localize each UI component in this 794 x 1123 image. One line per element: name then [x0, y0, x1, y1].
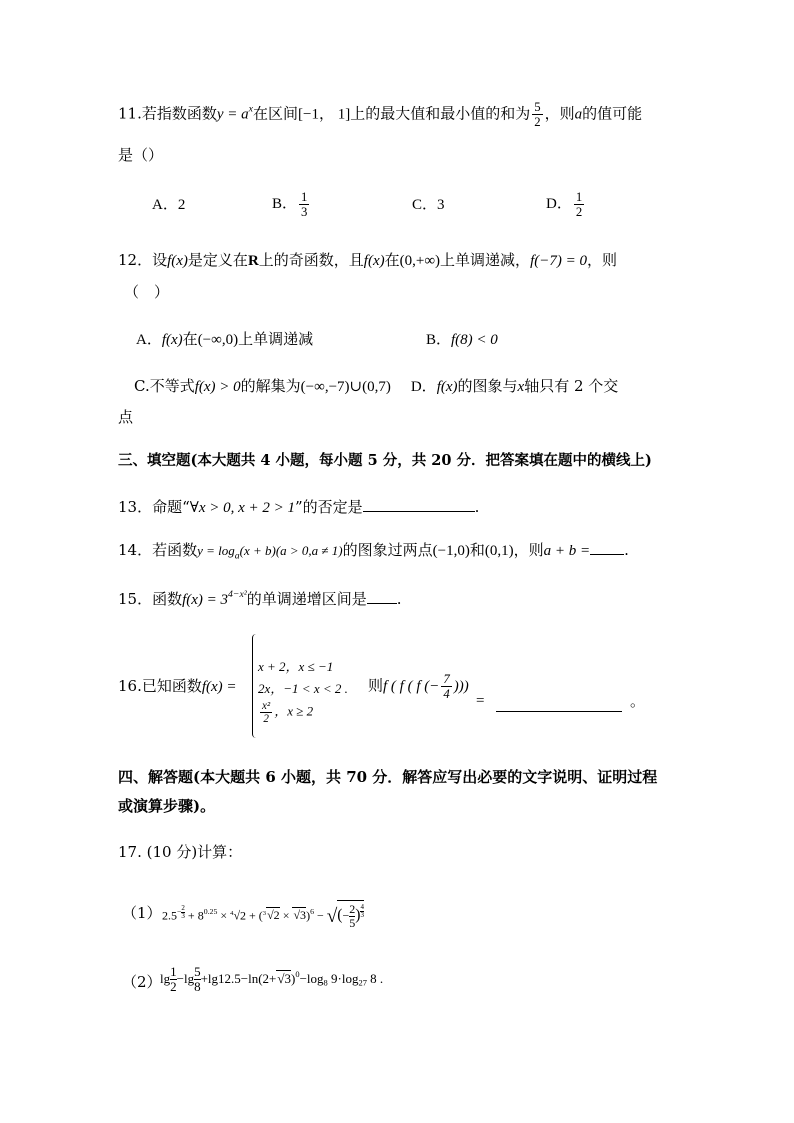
q14-text-a: 14．若函数 — [118, 541, 198, 559]
frac-num: 1 — [575, 190, 583, 204]
q12-opt-d-tail: 轴只有 2 个交 — [524, 377, 619, 395]
q12-opt-a-int: (−∞,0) — [197, 332, 239, 348]
q12-opt-c-mid: 的解集为 — [240, 377, 301, 395]
q11-line1 — [118, 100, 642, 129]
q14-expr2: (x + b)(a > 0,a ≠ 1) — [239, 543, 343, 558]
q11-opt-b-frac — [299, 190, 309, 219]
q16-piece-2: 2x，−1 < x < 2 . — [258, 681, 348, 696]
q11-text-e: 的值可能 — [582, 104, 643, 123]
q16-lead — [118, 677, 237, 696]
q17-stem: 17. (10 分)计算： — [118, 843, 243, 861]
q16-close: ))) — [453, 678, 469, 695]
q12-interval: (0,+∞) — [399, 253, 441, 269]
q12-opt-c-d — [134, 377, 618, 396]
q14-sub: a — [234, 550, 240, 562]
q14-text-c: ，则 — [513, 541, 544, 559]
opt-label: D． — [546, 195, 572, 212]
q12-paren: （ ） — [124, 283, 170, 301]
opt-label: B． — [426, 332, 452, 348]
q15-text-b: 的单调递增区间是 — [246, 590, 367, 608]
q11-opt-a: A．2 — [152, 197, 186, 213]
frac-den: 2 — [534, 115, 541, 130]
q12-cond: f(−7) = 0 — [530, 253, 587, 269]
q15-end: . — [396, 590, 402, 608]
section-4-heading-2: 或演算步骤)。 — [118, 797, 216, 815]
q11-text-b: 在区间 — [252, 104, 298, 123]
q11-text: 11.若指数函数 — [118, 104, 217, 123]
q13-expr: ∀x > 0, x + 2 > 1 — [189, 500, 295, 516]
q12-fx-2: f(x) — [363, 253, 385, 269]
q14-and: 和 — [469, 541, 485, 559]
q13-text-a: 13．命题“ — [118, 498, 190, 516]
q15-sup: 4−x² — [228, 589, 247, 601]
q14-p2: (0,1) — [484, 543, 514, 559]
q11-interval: [−1， 1] — [297, 106, 351, 123]
opt-label: B． — [272, 195, 298, 212]
q13-answer-blank[interactable] — [363, 510, 475, 512]
q12-text-d: 在 — [384, 251, 400, 269]
q11-line2: 是（） — [118, 146, 164, 164]
q12-opt-a-tail: 上单调递减 — [238, 330, 314, 348]
q11-opt-c: C．3 — [412, 197, 445, 213]
q11-expr: y = a — [216, 106, 249, 123]
q11-exp: x — [248, 103, 253, 115]
q17-part2-expr: lg $\frac{1}{2}$ −lg $\frac{5}{8}$ $+\lg 12.5-\ln(2+√3)^0-\log_8$ $9\cdot\log_{27}$ 8 . — [160, 964, 384, 995]
q12-fx: f(x) — [167, 253, 188, 269]
q11-opt-b — [272, 190, 311, 219]
q17-part1-label: （1） — [122, 904, 162, 922]
q16-eq: = — [476, 693, 485, 709]
frac-den: 4 — [443, 687, 450, 702]
q12-line1 — [118, 251, 617, 270]
frac-den: 2 — [263, 713, 269, 726]
frac-num: 5 — [534, 100, 541, 114]
q12-opt-c-set: (−∞,−7)∪(0,7) — [300, 379, 391, 395]
q12-opt-b — [426, 330, 498, 349]
q16-piece-3-tail: ，x ≥ 2 — [274, 703, 314, 719]
q12-opt-a-in: 在 — [182, 330, 198, 348]
q12-R: R — [247, 253, 259, 269]
q14 — [118, 541, 629, 560]
q12-text-f: ，则 — [586, 251, 617, 269]
q13-end: . — [474, 498, 480, 516]
q16-piece-1: x + 2，x ≤ −1 — [258, 659, 334, 674]
q14-text-b: 的图象过两点 — [342, 541, 433, 559]
q15-expr: f(x) = 3 — [182, 592, 229, 608]
q12-text-e: 上单调递减， — [440, 251, 531, 269]
q13 — [118, 498, 479, 517]
q12-opt-d-mid: 的图象与 — [457, 377, 518, 395]
q11-fraction — [532, 100, 542, 129]
q12-text-b: 是定义在 — [187, 251, 248, 269]
q14-end: . — [624, 541, 629, 559]
q15-answer-blank[interactable] — [367, 602, 397, 604]
q17-part1-expr: $2.5^{- \frac{2}{3}}$ + $8^{0.25} \times ^4√2 + (^3√2 \times √3)^6$ − √(− $\frac{2}{5}$ ) $^{\frac{4}{3}}$ — [162, 902, 364, 931]
q11-opt-d-frac — [574, 190, 584, 219]
q12-opt-d-x: x — [517, 379, 525, 395]
q16-text-a: 16.已知函数 — [118, 677, 202, 695]
q11-text-d: ，则 — [544, 104, 575, 123]
q16-frac — [441, 672, 451, 701]
q12-opt-d-cont: 点 — [118, 408, 134, 426]
q14-ab: a + b = — [543, 543, 591, 559]
q12-fx-3: f(x) — [161, 332, 183, 348]
q16-expr: f(x) = — [201, 679, 237, 695]
q16-end: 。 — [630, 692, 646, 710]
frac-den: 2 — [575, 205, 583, 220]
q15 — [118, 590, 402, 609]
opt-label-d: D． — [410, 379, 437, 395]
opt-label: A． — [136, 332, 162, 348]
frac-num: 7 — [443, 672, 450, 686]
frac-num: x² — [262, 700, 271, 712]
q16-answer-blank[interactable] — [496, 710, 622, 712]
q16-tail — [368, 672, 469, 701]
q16-piece-3-frac — [260, 700, 272, 725]
q12-fx-4: f(x) — [436, 379, 458, 395]
q17-part2-label: （2） — [122, 973, 162, 991]
q16-ff: f ( f ( f (− — [383, 678, 440, 695]
q14-p1: (−1,0) — [432, 543, 470, 559]
q16-piece-3 — [258, 700, 313, 725]
q12-opt-c-expr: f(x) > 0 — [194, 379, 241, 395]
q11-opt-d — [546, 190, 586, 219]
q12-text-a: 12．设 — [118, 251, 168, 269]
q15-text-a: 15．函数 — [118, 590, 183, 608]
q12-opt-a — [136, 330, 313, 349]
frac-num: 1 — [301, 190, 308, 204]
section-4-heading-1: 四、解答题(本大题共 6 小题，共 70 分．解答应写出必要的文字说明、证明过程 — [118, 768, 658, 786]
q11-text-c: 上的最大值和最小值的和为 — [350, 104, 531, 123]
opt-label: C.不等式 — [134, 377, 195, 395]
q16-then: 则 — [368, 676, 384, 695]
frac-den: 3 — [301, 205, 308, 220]
q11-var: a — [574, 106, 583, 123]
q13-text-b: ”的否定是 — [295, 498, 363, 516]
section-3-heading: 三、填空题(本大题共 4 小题，每小题 5 分，共 20 分．把答案填在题中的横线上) — [118, 452, 652, 469]
q12-text-c: 上的奇函数，且 — [258, 251, 364, 269]
q12-opt-b-expr: f(8) < 0 — [451, 332, 498, 348]
q14-expr: y = log — [197, 543, 235, 558]
q14-answer-blank[interactable] — [590, 553, 624, 555]
